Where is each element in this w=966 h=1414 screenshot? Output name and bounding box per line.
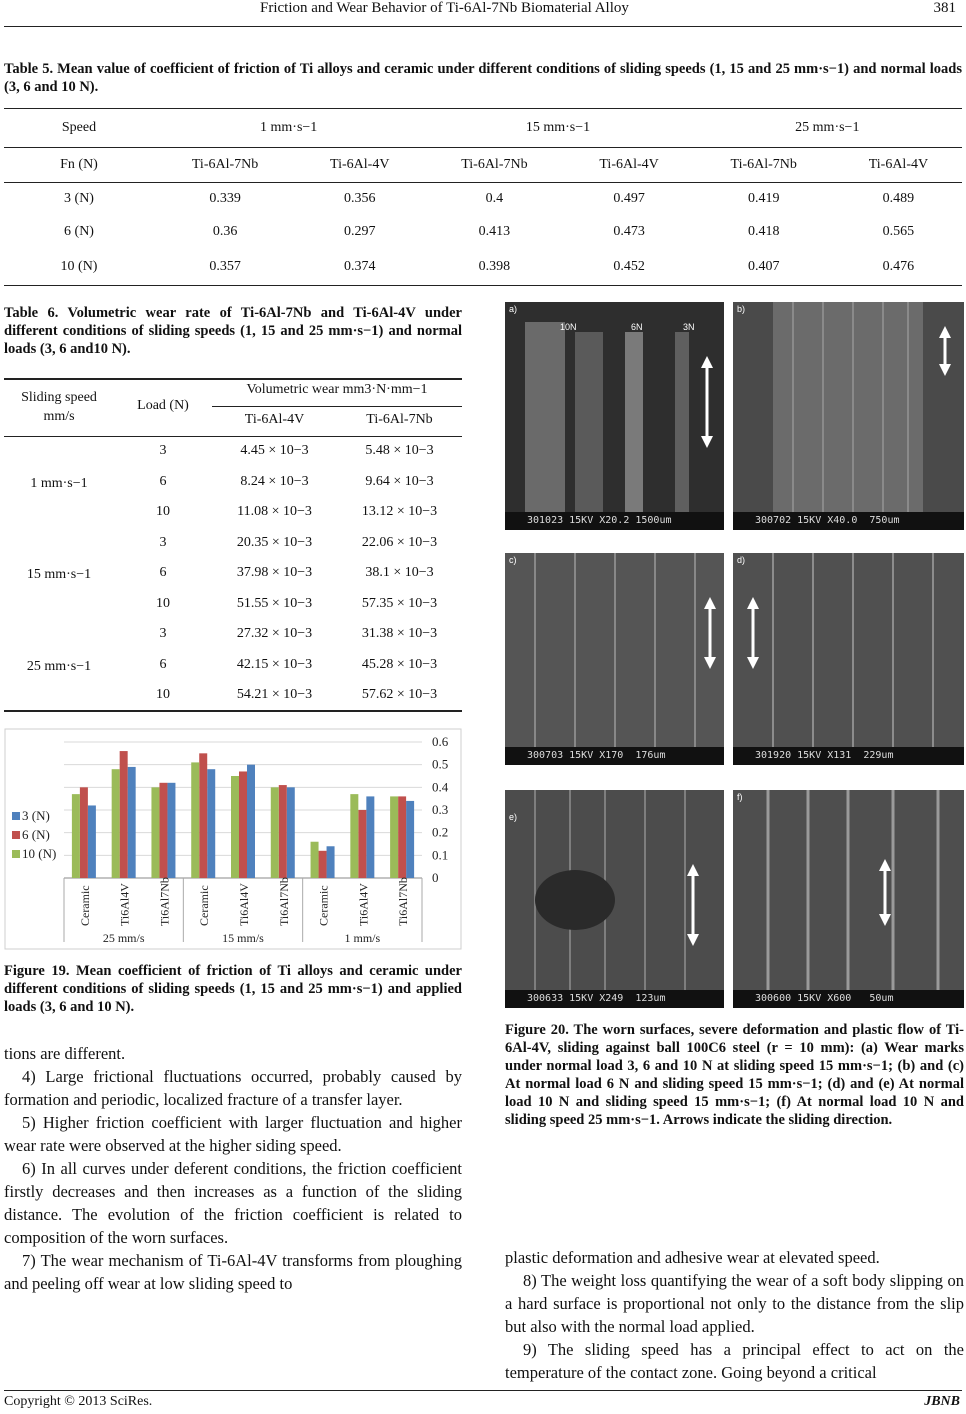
left-column-text <box>4 1042 462 1295</box>
worn-surface-image <box>733 302 964 512</box>
sem-info-bar: 300600 15KV X600 50um <box>733 990 964 1008</box>
load-mark-6n: 6N <box>631 322 643 332</box>
sem-panel-d <box>733 553 964 765</box>
table5-fn-label: Fn (N) <box>4 148 154 183</box>
running-header <box>0 0 966 28</box>
table5-speed-label: Speed <box>4 109 154 148</box>
table-row <box>4 183 962 216</box>
bar <box>167 783 175 878</box>
paragraph: 9) The sliding speed has a principal effect to act on the temperature of the contact zone. Going beyond a critical <box>505 1340 964 1382</box>
table5-cell: 0.398 <box>423 249 565 286</box>
bar <box>88 805 96 878</box>
table6-cell: 42.15 × 10−3 <box>236 656 313 672</box>
x-tick-label: Ti6Al4V <box>237 883 251 926</box>
table6-cell: 27.32 × 10−3 <box>236 626 313 641</box>
bar <box>358 810 366 878</box>
table5-alloy: Ti-6Al-4V <box>835 148 962 183</box>
table6-cell: 11.08 × 10−3 <box>237 504 312 519</box>
table5-speed-15: 15 mm·s−1 <box>423 109 692 148</box>
legend-swatch <box>12 850 20 858</box>
table5-speed-25: 25 mm·s−1 <box>693 109 962 148</box>
table6-cell: 8.24 × 10−3 <box>240 473 309 489</box>
table6-cell: 10 <box>156 595 170 611</box>
table-row <box>4 148 962 183</box>
sem-info-bar: 301023 15KV X20.2 1500um <box>505 512 724 530</box>
bar <box>199 753 207 878</box>
bar <box>366 796 374 878</box>
table6-speed-cell: 15 mm·s−1 <box>26 567 92 582</box>
panel-label: b) <box>737 304 746 314</box>
table6-bottom-rule <box>4 710 462 712</box>
bar <box>311 842 319 878</box>
table6-cell: 45.28 × 10−3 <box>361 656 438 672</box>
sem-info-bar: 300702 15KV X40.0 750um <box>733 512 964 530</box>
legend-label: 3 (N) <box>22 808 50 823</box>
footer-journal: JBNB <box>924 1394 960 1409</box>
figure19-caption: Figure 19. Mean coefficient of friction of Ti alloys and ceramic under different conditions of sliding speeds (1, 15 and 25 mm·s−1) and applied loads (3, 6 and 10 N). <box>4 963 462 1015</box>
paragraph: 6) In all curves under deferent conditions, the friction coefficient firstly decreases and then increases as a function of the sliding distance. The evolution of the friction coefficient is related to composition of the worn surfaces. <box>4 1159 462 1247</box>
table6-cell: 13.12 × 10−3 <box>361 504 438 519</box>
table-row <box>4 109 962 148</box>
bar <box>231 776 239 878</box>
table-row <box>4 249 962 286</box>
table6-cell: 6 <box>159 473 167 489</box>
table5-alloy: Ti-6Al-7Nb <box>693 148 835 183</box>
figure20-caption: Figure 20. The worn surfaces, severe deformation and plastic flow of Ti-6Al-4V, sliding against ball 100C6 steel (r = 10 mm): (a) Wear marks under normal load 3, 6 and 10 N at sliding speed 15 mm·s−1; (b) and (c) At normal load 6 N and sliding speed 15 mm·s−1; (d) and (e) At normal load 10 N and sliding speed 15 mm·s−1; (f) At normal load 10 N and sliding speed 25 mm·s−1. Arrows indicate the sliding direction. <box>505 1022 964 1128</box>
table6-cell: 5.48 × 10−3 <box>365 443 434 458</box>
table6-head-rule <box>4 436 462 437</box>
table6-cell: 38.1 × 10−3 <box>365 565 434 580</box>
y-tick-label: 0.1 <box>432 847 449 863</box>
table6-group-rule <box>212 406 462 407</box>
sem-info-bar: 301920 15KV X131 229um <box>733 747 964 765</box>
table5-alloy: Ti-6Al-7Nb <box>423 148 565 183</box>
sem-info-bar: 300703 15KV X170 176um <box>505 747 724 765</box>
sem-panel-e <box>505 790 724 1008</box>
bar <box>159 783 167 878</box>
running-title: Friction and Wear Behavior of Ti-6Al-7Nb Biomaterial Alloy <box>260 0 629 16</box>
table6-cell: 3 <box>159 626 167 641</box>
page-number: 381 <box>933 0 956 16</box>
bar <box>287 787 295 878</box>
bar <box>247 765 255 878</box>
legend-label: 6 (N) <box>22 827 50 842</box>
y-tick-label: 0.3 <box>432 802 449 817</box>
sem-panel-c <box>505 553 724 765</box>
table5-alloy: Ti-6Al-4V <box>296 148 423 183</box>
x-tick-label: Ceramic <box>316 885 331 926</box>
legend-swatch <box>12 812 20 820</box>
sem-panel-a <box>505 302 724 530</box>
x-tick-label: Ceramic <box>197 885 212 926</box>
table6-cell: 6 <box>159 565 167 580</box>
x-tick-label: Ti6Al4V <box>117 883 132 926</box>
table6-cell: 37.98 × 10−3 <box>236 565 313 580</box>
table6-speed-cell: 1 mm·s−1 <box>30 475 88 491</box>
worn-surface-image <box>505 790 724 990</box>
paragraph: 4) Large frictional fluctuations occurred, probably caused by formation and periodic, localized fracture of a transfer layer. <box>4 1067 462 1109</box>
panel-label: d) <box>737 555 746 565</box>
table5 <box>4 108 962 286</box>
table6-speed-header-line2: mm/s <box>43 409 75 424</box>
bar <box>112 769 120 878</box>
table6-load-header: Load (N) <box>137 398 189 413</box>
bar <box>390 796 398 878</box>
legend-label: 10 (N) <box>22 846 57 861</box>
bar <box>398 796 406 878</box>
bar <box>128 767 136 878</box>
table6-cell: 9.64 × 10−3 <box>365 473 434 489</box>
table6-cell: 10 <box>156 687 170 702</box>
paragraph: plastic deformation and adhesive wear at elevated speed. <box>505 1248 880 1267</box>
table5-cell: 0.297 <box>343 224 376 239</box>
table5-cell: 0.565 <box>882 224 915 239</box>
table5-cell: 0.356 <box>343 191 376 206</box>
panel-label: c) <box>509 555 517 565</box>
sem-panel-b <box>733 302 964 530</box>
worn-surface-image <box>733 553 964 747</box>
header-rule <box>4 26 962 27</box>
right-column-text <box>505 1246 964 1384</box>
y-tick-label: 0.2 <box>432 824 449 840</box>
paragraph: tions are different. <box>4 1044 126 1063</box>
group-label: 25 mm/s <box>102 931 145 945</box>
table5-cell: 0.476 <box>835 249 962 286</box>
panel-label: f) <box>737 792 743 802</box>
table5-load: 10 (N) <box>4 249 154 286</box>
paragraph: 7) The wear mechanism of Ti-6Al-4V transforms from ploughing and peeling off wear at low sliding speed to <box>4 1251 462 1293</box>
bar <box>191 762 199 878</box>
table6-cell: 31.38 × 10−3 <box>361 626 438 641</box>
table6-col-a: Ti-6Al-4V <box>244 412 305 427</box>
bar <box>207 769 215 878</box>
table5-alloy: Ti-6Al-7Nb <box>154 148 296 183</box>
table5-cell: 0.4 <box>485 191 504 206</box>
table6-top-rule <box>4 378 462 380</box>
table5-speed-1: 1 mm·s−1 <box>154 109 423 148</box>
bar <box>271 787 279 878</box>
table6-caption: Table 6. Volumetric wear rate of Ti-6Al-7Nb and Ti-6Al-4V under different conditions of sliding speeds (1, 15 and 25 mm·s−1) and normal loads (3, 6 and10 N). <box>4 305 462 357</box>
sem-panel-f <box>733 790 964 1008</box>
x-tick-label: Ti6Al7Nb <box>276 877 291 926</box>
table6-cell: 3 <box>159 534 167 550</box>
paragraph: 8) The weight loss quantifying the wear of a soft body slipping on a hard surface is proportional not only to the distance from the slip but also with the normal load applied. <box>505 1271 964 1336</box>
y-tick-label: 0.4 <box>432 779 449 795</box>
table5-load: 6 (N) <box>64 224 94 239</box>
table5-alloy: Ti-6Al-4V <box>565 148 692 183</box>
bar <box>151 787 159 878</box>
x-tick-label: Ti6Al7Nb <box>157 877 172 926</box>
paragraph: 5) Higher friction coefficient with larger fluctuation and higher wear rate were observed at the higher siding speed. <box>4 1113 462 1155</box>
bar <box>279 785 287 878</box>
table6-cell: 54.21 × 10−3 <box>236 687 313 702</box>
table5-cell: 0.339 <box>209 191 241 206</box>
table5-cell: 0.374 <box>296 249 423 286</box>
panel-label: e) <box>509 812 518 822</box>
table6-cell: 6 <box>159 656 167 672</box>
figure19-chart <box>4 728 462 950</box>
bar <box>406 801 414 878</box>
table6-group-header: Volumetric wear mm3·N·mm−1 <box>246 382 428 397</box>
y-tick-label: 0.6 <box>432 734 449 749</box>
table6-speed-header <box>4 388 114 426</box>
table5-cell: 0.452 <box>565 249 692 286</box>
worn-tracks-image <box>505 302 724 512</box>
table6-cell: 4.45 × 10−3 <box>240 443 309 458</box>
legend-swatch <box>12 831 20 839</box>
bar <box>327 846 335 878</box>
panel-label: a) <box>509 304 518 314</box>
bar <box>350 794 358 878</box>
x-tick-label: Ceramic <box>77 885 92 926</box>
table6-cell: 57.62 × 10−3 <box>361 687 438 702</box>
worn-surface-image <box>505 553 724 747</box>
bar <box>72 794 80 878</box>
table6-cell: 10 <box>156 504 170 519</box>
table-row <box>4 215 962 249</box>
table6-cell: 22.06 × 10−3 <box>361 534 438 550</box>
table6-cell: 57.35 × 10−3 <box>361 595 438 611</box>
table5-cell: 0.413 <box>478 224 511 239</box>
x-tick-label: Ti6Al4V <box>356 883 371 926</box>
group-label: 15 mm/s <box>222 931 264 945</box>
table6-col-b: Ti-6Al-7Nb <box>366 412 433 427</box>
table5-cell: 0.407 <box>693 249 835 286</box>
x-tick-label: Ti6Al7Nb <box>396 877 411 926</box>
table5-cell: 0.419 <box>747 191 780 206</box>
y-tick-label: 0.5 <box>432 756 449 772</box>
bar <box>319 851 327 878</box>
y-tick-label: 0 <box>432 870 439 885</box>
table5-cell: 0.473 <box>613 224 645 239</box>
footer-rule <box>4 1390 962 1391</box>
table5-caption: Table 5. Mean value of coefficient of friction of Ti alloys and ceramic under different conditions of sliding speeds (1, 15 and 25 mm·s−1) and normal loads (3, 6 and 10 N). <box>4 61 962 95</box>
sem-info-bar: 300633 15KV X249 123um <box>505 990 724 1008</box>
table5-load: 3 (N) <box>64 191 94 206</box>
group-label: 1 mm/s <box>344 931 381 945</box>
table6-cell: 3 <box>159 443 167 458</box>
table6-cell: 20.35 × 10−3 <box>236 534 313 550</box>
bar <box>80 787 88 878</box>
table5-cell: 0.357 <box>154 249 296 286</box>
table5-cell: 0.36 <box>212 224 238 239</box>
footer-copyright: Copyright © 2013 SciRes. <box>4 1394 153 1409</box>
table6-speed-cell: 25 mm·s−1 <box>26 658 92 674</box>
load-mark-10n: 10N <box>560 322 577 332</box>
table6-speed-header-line1: Sliding speed <box>21 390 97 405</box>
table5-cell: 0.497 <box>613 191 645 206</box>
table5-cell: 0.489 <box>882 191 915 206</box>
bar <box>239 771 247 878</box>
load-mark-3n: 3N <box>683 322 695 332</box>
table5-cell: 0.418 <box>747 224 780 239</box>
bar <box>120 751 128 878</box>
table6-cell: 51.55 × 10−3 <box>236 595 313 611</box>
worn-surface-image <box>733 790 964 990</box>
